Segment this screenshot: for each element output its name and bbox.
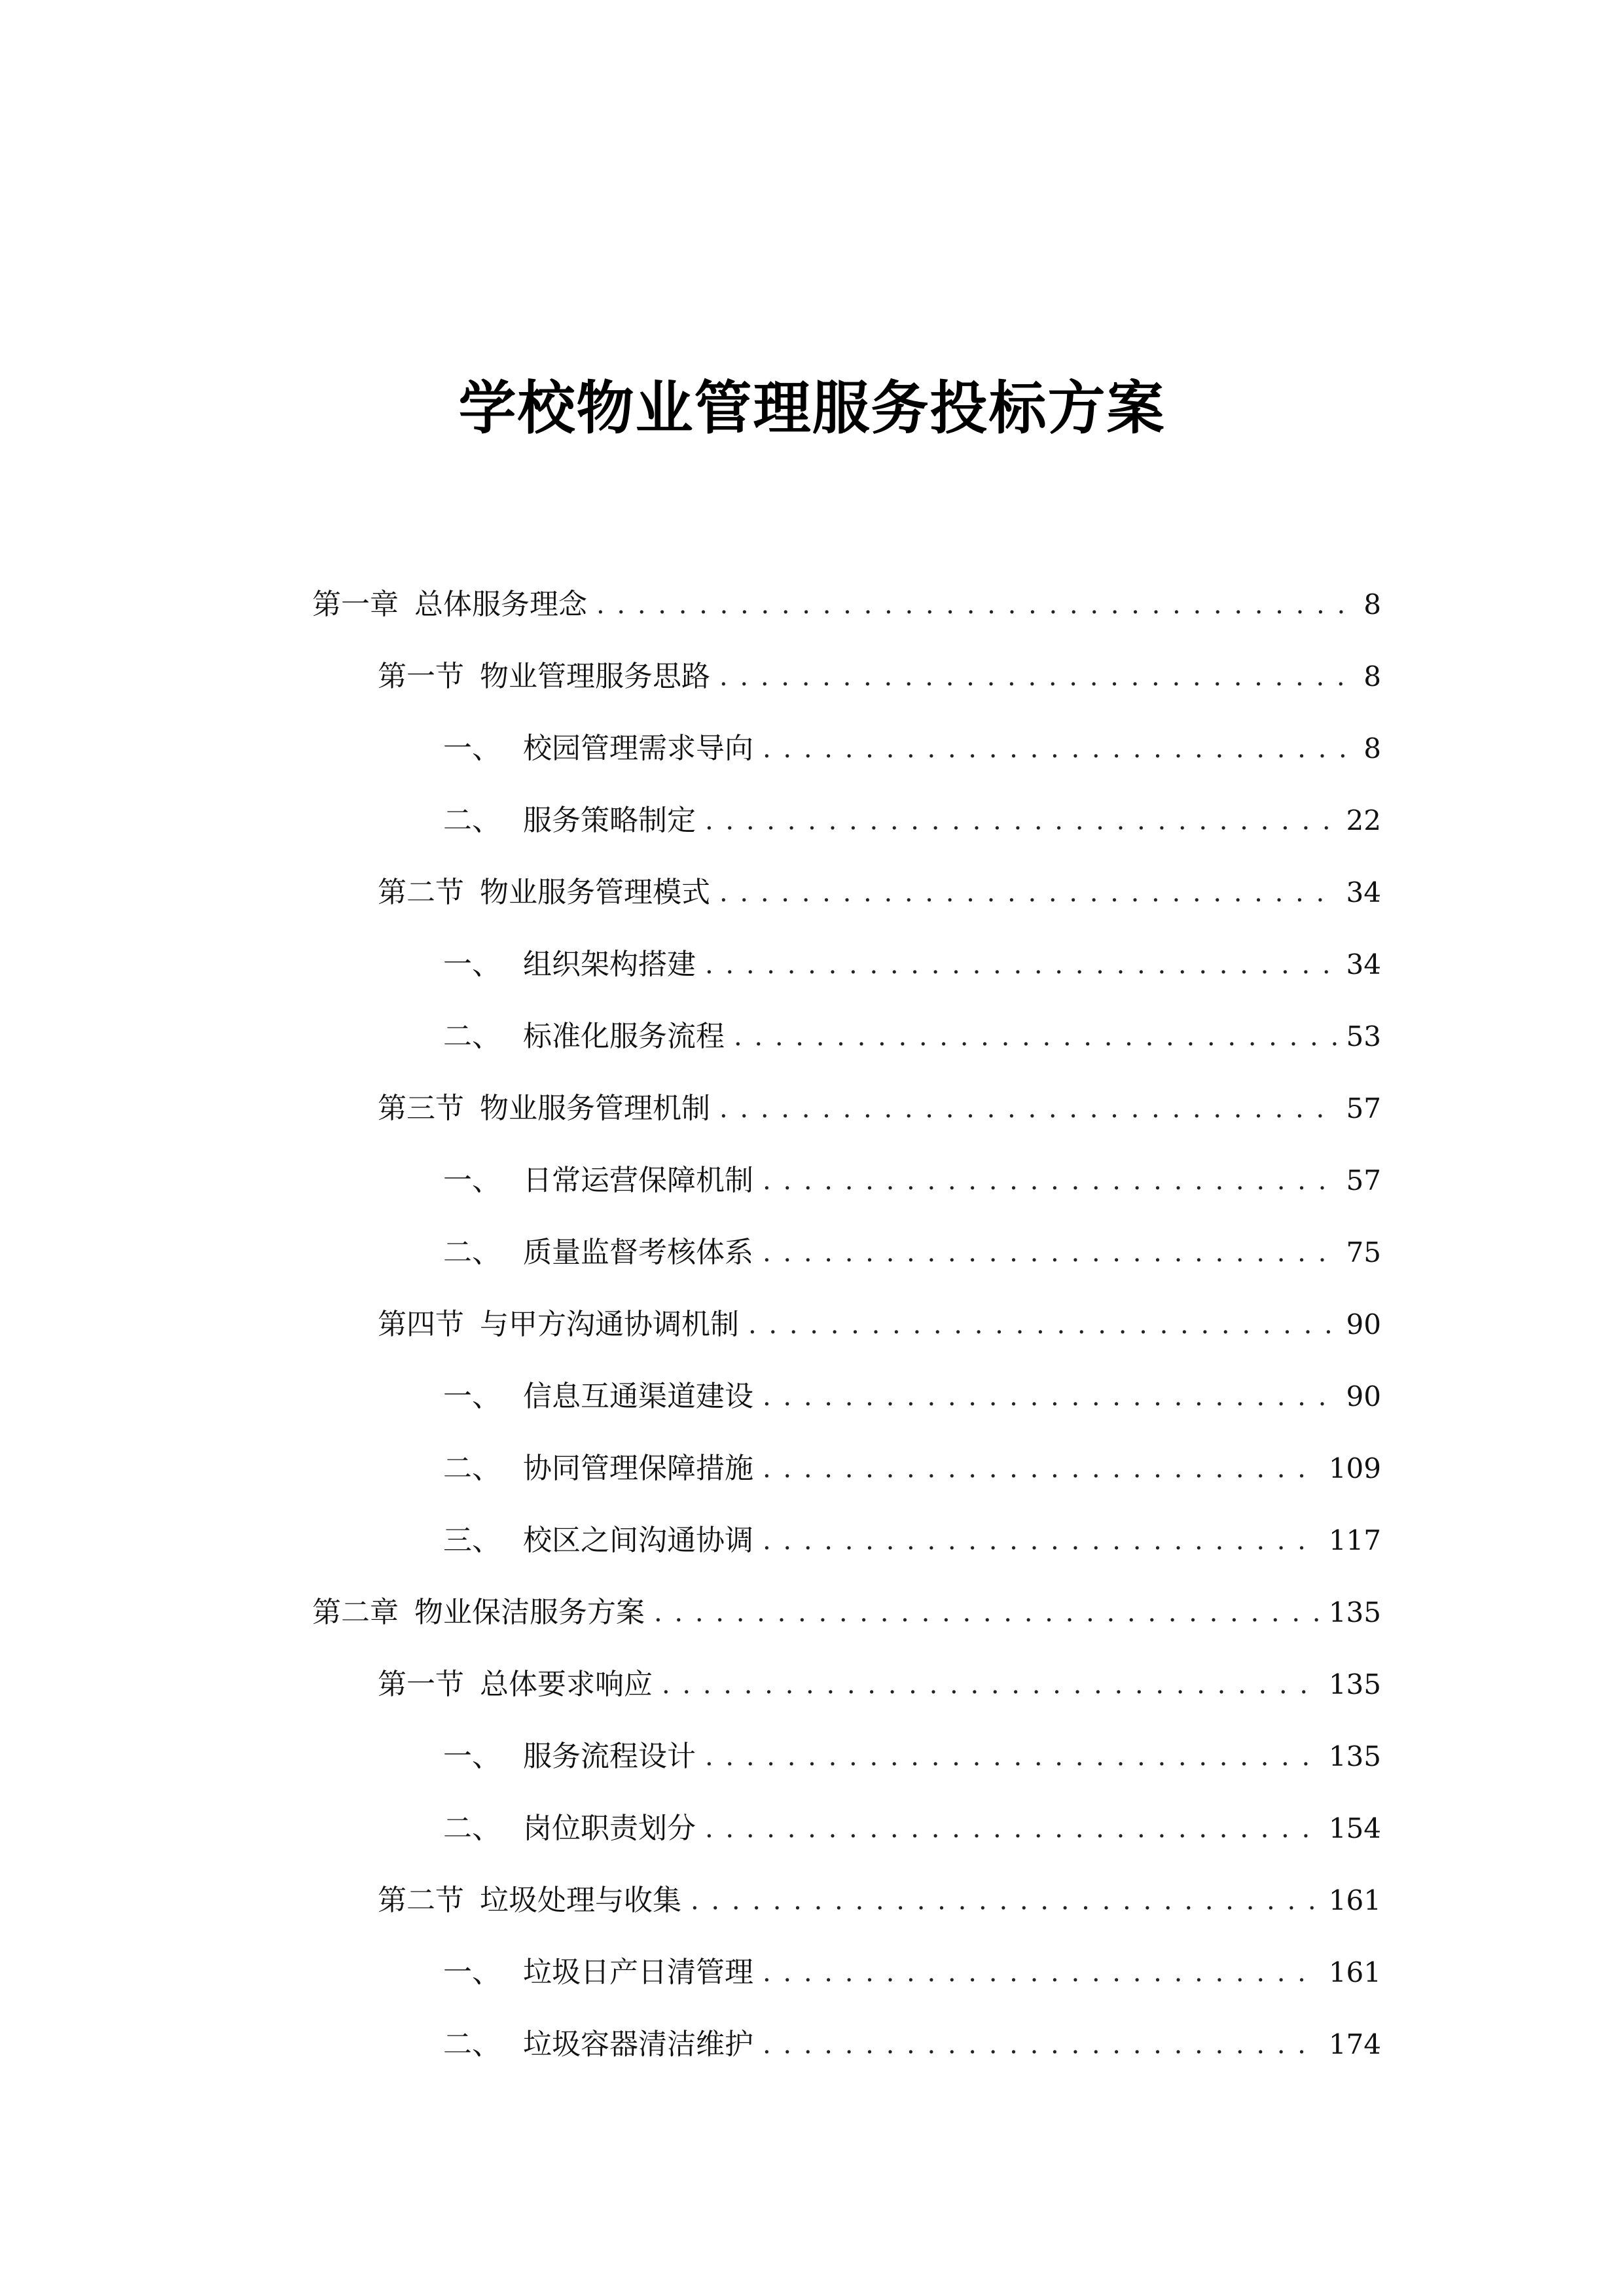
toc-number: 二、 (443, 1452, 501, 1485)
toc-entry-subsection[interactable] (0, 1793, 1624, 1865)
toc-page-number: 174 (1328, 2028, 1381, 2060)
toc-label: 与甲方沟通协调机制 (480, 1308, 739, 1341)
toc-dot-leader (705, 1721, 1320, 1793)
toc-dot-leader (691, 1865, 1320, 1937)
toc-page-number: 90 (1346, 1308, 1381, 1340)
toc-entry-subsection[interactable] (0, 1217, 1624, 1289)
toc-dot-leader (705, 785, 1337, 857)
toc-number: 一、 (443, 948, 501, 981)
toc-page-number: 90 (1346, 1380, 1381, 1412)
toc-label: 校园管理需求导向 (523, 732, 753, 765)
toc-number: 第二节 (378, 1884, 464, 1917)
toc-number: 二、 (443, 2028, 501, 2061)
toc-number: 二、 (443, 1812, 501, 1845)
toc-number: 一、 (443, 1956, 501, 1989)
toc-page-number: 34 (1346, 948, 1381, 980)
toc-dot-leader (763, 1145, 1337, 1217)
toc-dot-leader (763, 1217, 1337, 1289)
toc-entry-subsection[interactable] (0, 1721, 1624, 1793)
toc-page-number: 8 (1363, 660, 1381, 692)
toc-dot-leader (596, 569, 1354, 641)
toc-label: 服务流程设计 (523, 1740, 696, 1773)
toc-entry-section[interactable] (0, 1865, 1624, 1937)
toc-dot-leader (662, 1649, 1320, 1721)
toc-label: 服务策略制定 (523, 804, 696, 837)
toc-entry-subsection[interactable] (0, 929, 1624, 1001)
toc-entry-section[interactable] (0, 1073, 1624, 1145)
toc-label: 标准化服务流程 (523, 1020, 725, 1053)
toc-label: 总体服务理念 (414, 588, 587, 621)
toc-page-number: 53 (1346, 1020, 1381, 1052)
toc-number: 第三节 (378, 1092, 464, 1125)
toc-number: 第四节 (378, 1308, 464, 1341)
toc-label: 组织架构搭建 (523, 948, 696, 981)
toc-entry-subsection[interactable] (0, 2009, 1624, 2081)
toc-label: 物业服务管理机制 (480, 1092, 710, 1125)
toc-page-number: 161 (1328, 1956, 1381, 1988)
toc-label: 物业保洁服务方案 (414, 1596, 645, 1629)
toc-dot-leader (719, 1073, 1337, 1145)
toc-number: 第一节 (378, 660, 464, 693)
toc-label: 协同管理保障措施 (523, 1452, 753, 1485)
toc-entry-subsection[interactable] (0, 1145, 1624, 1217)
toc-label: 日常运营保障机制 (523, 1164, 753, 1197)
table-of-contents (0, 569, 1624, 2081)
toc-dot-leader (763, 1937, 1320, 2009)
toc-number: 一、 (443, 1380, 501, 1413)
document-title: 学校物业管理服务投标方案 (458, 374, 1166, 442)
toc-number: 一、 (443, 732, 501, 765)
toc-page-number: 57 (1346, 1092, 1381, 1124)
toc-entry-section[interactable] (0, 641, 1624, 713)
toc-entry-chapter[interactable] (0, 569, 1624, 641)
toc-number: 第二章 (312, 1596, 399, 1629)
toc-label: 垃圾日产日清管理 (523, 1956, 753, 1989)
toc-dot-leader (719, 641, 1354, 713)
toc-dot-leader (719, 857, 1337, 929)
toc-entry-subsection[interactable] (0, 1505, 1624, 1577)
toc-entry-subsection[interactable] (0, 1433, 1624, 1505)
toc-page-number: 109 (1328, 1452, 1381, 1484)
toc-dot-leader (763, 713, 1354, 785)
toc-label: 垃圾容器清洁维护 (523, 2028, 753, 2061)
toc-page-number: 135 (1328, 1596, 1381, 1628)
toc-dot-leader (763, 1361, 1337, 1433)
toc-number: 二、 (443, 804, 501, 837)
toc-dot-leader (763, 1433, 1320, 1505)
toc-page-number: 135 (1328, 1740, 1381, 1772)
toc-page-number: 34 (1346, 876, 1381, 908)
toc-page-number: 117 (1328, 1524, 1381, 1556)
toc-number: 三、 (443, 1524, 501, 1557)
toc-page-number: 75 (1346, 1236, 1381, 1268)
toc-entry-subsection[interactable] (0, 1001, 1624, 1073)
toc-label: 岗位职责划分 (523, 1812, 696, 1845)
toc-page-number: 154 (1328, 1812, 1381, 1844)
toc-label: 质量监督考核体系 (523, 1236, 753, 1269)
toc-entry-subsection[interactable] (0, 1937, 1624, 2009)
toc-entry-section[interactable] (0, 1289, 1624, 1361)
toc-page-number: 22 (1346, 804, 1381, 836)
toc-label: 物业服务管理模式 (480, 876, 710, 909)
toc-entry-section[interactable] (0, 857, 1624, 929)
toc-number: 一、 (443, 1740, 501, 1773)
toc-number: 第一章 (312, 588, 399, 621)
toc-dot-leader (763, 1505, 1320, 1577)
toc-dot-leader (734, 1001, 1337, 1073)
toc-dot-leader (705, 929, 1337, 1001)
toc-page-number: 57 (1346, 1164, 1381, 1196)
toc-number: 一、 (443, 1164, 501, 1197)
toc-entry-subsection[interactable] (0, 1361, 1624, 1433)
toc-number: 第一节 (378, 1668, 464, 1701)
toc-dot-leader (654, 1577, 1320, 1649)
toc-label: 物业管理服务思路 (480, 660, 710, 693)
toc-entry-section[interactable] (0, 1649, 1624, 1721)
toc-number: 二、 (443, 1020, 501, 1053)
toc-label: 总体要求响应 (480, 1668, 653, 1701)
toc-label: 校区之间沟通协调 (523, 1524, 753, 1557)
toc-page-number: 135 (1328, 1668, 1381, 1700)
toc-number: 第二节 (378, 876, 464, 909)
toc-label: 垃圾处理与收集 (480, 1884, 681, 1917)
toc-page-number: 8 (1363, 588, 1381, 620)
toc-label: 信息互通渠道建设 (523, 1380, 753, 1413)
toc-dot-leader (748, 1289, 1337, 1361)
toc-number: 二、 (443, 1236, 501, 1269)
toc-dot-leader (705, 1793, 1320, 1865)
toc-dot-leader (763, 2009, 1320, 2081)
toc-entry-subsection[interactable] (0, 713, 1624, 785)
toc-entry-subsection[interactable] (0, 785, 1624, 857)
toc-entry-chapter[interactable] (0, 1577, 1624, 1649)
toc-page-number: 161 (1328, 1884, 1381, 1916)
toc-page-number: 8 (1363, 732, 1381, 764)
